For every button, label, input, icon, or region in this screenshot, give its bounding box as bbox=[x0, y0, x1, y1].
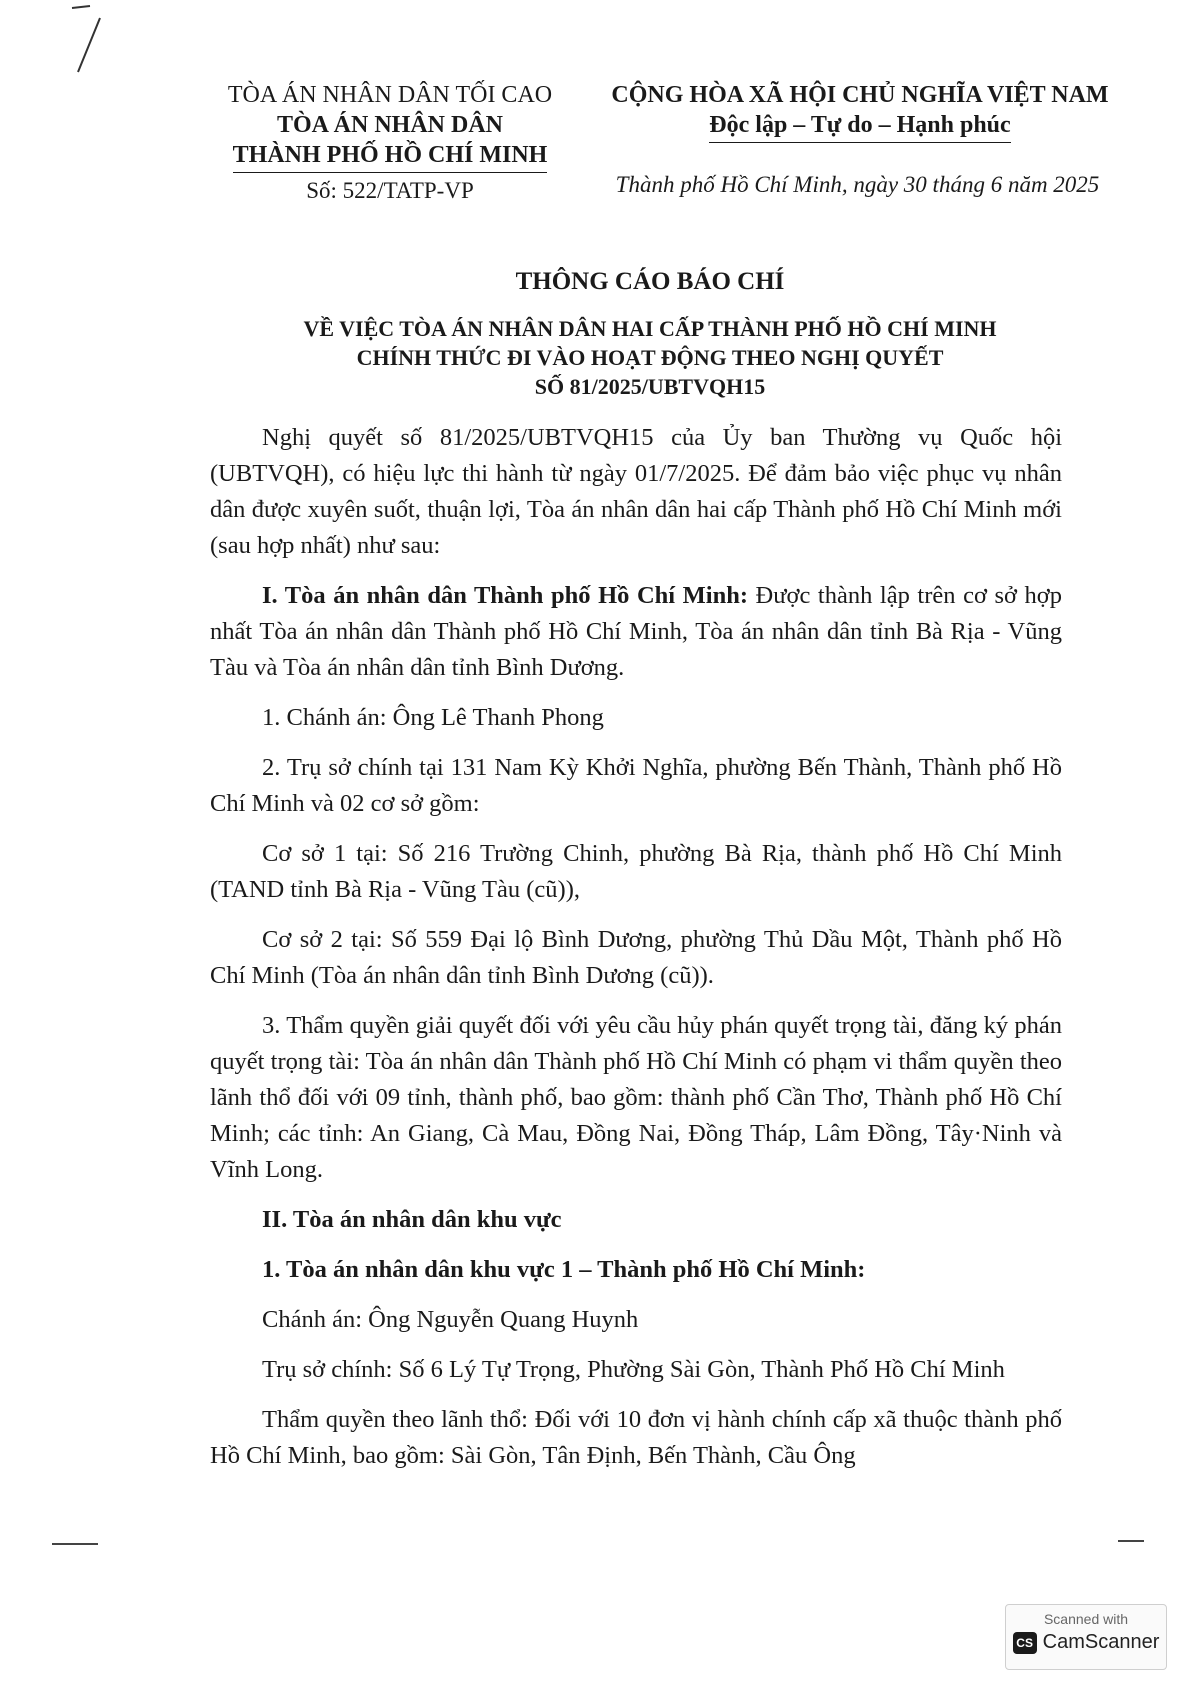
section-1-heading: I. Tòa án nhân dân Thành phố Hồ Chí Minh: bbox=[262, 582, 748, 609]
section-2-heading: II. Tòa án nhân dân khu vực bbox=[262, 1206, 562, 1233]
agency-parent: TÒA ÁN NHÂN DÂN TỐI CAO bbox=[227, 82, 553, 108]
intro-paragraph: Nghị quyết số 81/2025/UBTVQH15 của Ủy ban Thường vụ Quốc hội (UBTVQH), có hiệu lực thi hành từ ngày 01/7/2025. Để đảm bảo việc phục vụ nhân dân được xuyên suốt, thuận lợi, Tòa án nhân dân hai cấp Thành phố Hồ Chí Minh mới (sau hợp nhất) như sau: bbox=[210, 424, 1062, 559]
issuing-agency bbox=[200, 80, 580, 173]
document-title: THÔNG CÁO BÁO CHÍ bbox=[515, 268, 785, 295]
section-1-base-1: Cơ sở 1 tại: Số 216 Trường Chinh, phường Bà Rịa, thành phố Hồ Chí Minh (TAND tỉnh Bà Rịa - Vũng Tàu (cũ)), bbox=[210, 840, 1062, 903]
motto: Độc lập – Tự do – Hạnh phúc bbox=[590, 110, 1130, 143]
subtitle-line: CHÍNH THỨC ĐI VÀO HOẠT ĐỘNG THEO NGHỊ QUYẾT bbox=[356, 345, 944, 370]
camscanner-icon: CS bbox=[1013, 1632, 1037, 1654]
subtitle-line: VỀ VIỆC TÒA ÁN NHÂN DÂN HAI CẤP THÀNH PHỐ HỒ CHÍ MINH bbox=[303, 316, 997, 341]
section-1-paragraph bbox=[210, 578, 1062, 686]
section-2-scope: Thẩm quyền theo lãnh thổ: Đối với 10 đơn vị hành chính cấp xã thuộc thành phố Hồ Chí Minh, bao gồm: Sài Gòn, Tân Định, Bến Thành, Cầu Ông bbox=[210, 1406, 1062, 1469]
nation-name: CỘNG HÒA XÃ HỘI CHỦ NGHĨA VIỆT NAM bbox=[611, 82, 1109, 108]
scanner-caption: Scanned with bbox=[1043, 1611, 1129, 1627]
section-1-base-2: Cơ sở 2 tại: Số 559 Đại lộ Bình Dương, phường Thủ Dầu Một, Thành phố Hồ Chí Minh (Tòa án nhân dân tỉnh Bình Dương (cũ)). bbox=[210, 926, 1062, 989]
right-edge-rule bbox=[1118, 1540, 1144, 1542]
document-body bbox=[210, 420, 1062, 1488]
place-date: Thành phố Hồ Chí Minh, ngày 30 tháng 6 năm 2025 bbox=[615, 172, 1100, 197]
section-1-item-1: 1. Chánh án: Ông Lê Thanh Phong bbox=[262, 704, 604, 731]
scanner-brand-row bbox=[1006, 1631, 1166, 1654]
section-1-text: Được thành lập trên cơ sở hợp nhất Tòa án nhân dân Thành phố Hồ Chí Minh, Tòa án nhân dân tỉnh Bà Rịa - Vũng Tàu và Tòa án nhân dân tỉnh Bình Dương. bbox=[210, 582, 1062, 681]
section-1-item-2: 2. Trụ sở chính tại 131 Nam Kỳ Khởi Nghĩa, phường Bến Thành, Thành phố Hồ Chí Minh và 02 cơ sở gồm: bbox=[210, 754, 1062, 817]
section-2-headquarters: Trụ sở chính: Số 6 Lý Tự Trọng, Phường Sài Gòn, Thành Phố Hồ Chí Minh bbox=[262, 1356, 1005, 1383]
section-1-item-3: 3. Thẩm quyền giải quyết đối với yêu cầu hủy phán quyết trọng tài, đăng ký phán quyết trọng tài: Tòa án nhân dân Thành phố Hồ Chí Minh có phạm vi thẩm quyền theo lãnh thổ đối với 09 tỉnh, thành phố, bao gồm: thành phố Cần Thơ, Thành phố Hồ Chí Minh; các tỉnh: An Giang, Cà Mau, Đồng Nai, Đồng Tháp, Lâm Đồng, Tây·Ninh và Vĩnh Long. bbox=[210, 1012, 1062, 1183]
scanner-brand: CamScanner bbox=[1042, 1631, 1160, 1653]
handwritten-mark bbox=[60, 0, 120, 80]
camscanner-watermark bbox=[1005, 1604, 1167, 1670]
left-edge-rule bbox=[52, 1543, 98, 1545]
document-subtitle bbox=[150, 314, 1150, 401]
section-2-subheading: 1. Tòa án nhân dân khu vực 1 – Thành phố Hồ Chí Minh: bbox=[262, 1256, 866, 1283]
section-2-chief: Chánh án: Ông Nguyễn Quang Huynh bbox=[262, 1306, 639, 1333]
subtitle-line: SỐ 81/2025/UBTVQH15 bbox=[534, 374, 766, 399]
national-heading bbox=[590, 80, 1130, 143]
agency-name-line1: TÒA ÁN NHÂN DÂN bbox=[276, 112, 503, 138]
document-number: Số: 522/TATP-VP bbox=[306, 178, 474, 203]
agency-name-line2: THÀNH PHỐ HỒ CHÍ MINH bbox=[200, 140, 580, 173]
